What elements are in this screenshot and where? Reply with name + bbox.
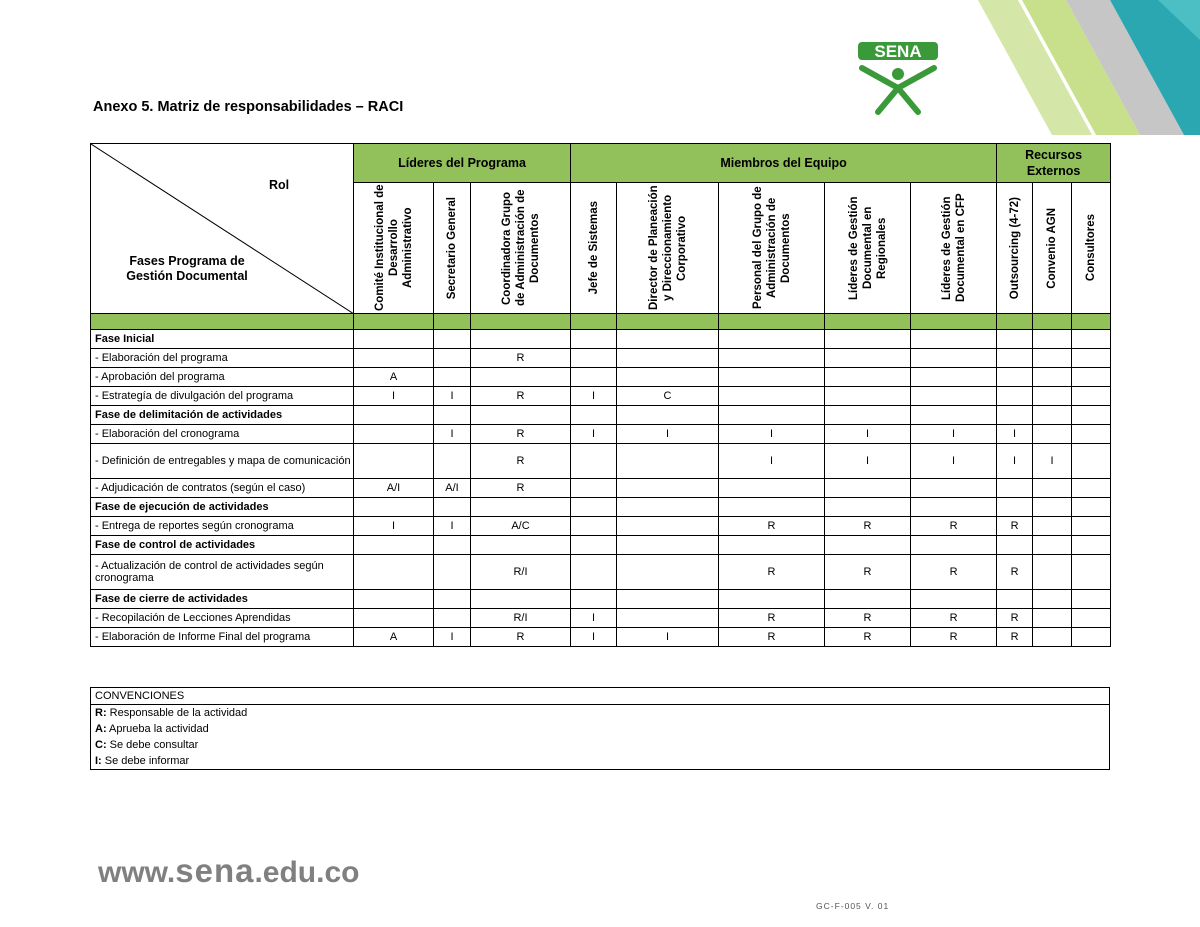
raci-cell (1072, 590, 1111, 609)
column-header-label: Líderes de Gestión Documental en CFP (940, 193, 967, 303)
corner-role-label: Rol (269, 178, 290, 192)
raci-cell (825, 387, 911, 406)
raci-cell: R (997, 628, 1033, 647)
raci-cell (617, 479, 719, 498)
spacer-cell (354, 314, 434, 330)
raci-cell (825, 349, 911, 368)
group-header-miembros: Miembros del Equipo (571, 144, 997, 183)
raci-cell (1033, 536, 1072, 555)
raci-cell: R (911, 555, 997, 590)
convention-item (91, 721, 1110, 737)
logo-text: SENA (874, 42, 922, 61)
raci-cell: R (719, 555, 825, 590)
sena-logo-icon (848, 30, 948, 115)
column-header-label: Coordinadora Grupo de Administración de Documentos (500, 189, 541, 307)
convention-text: Se debe informar (101, 755, 190, 767)
raci-cell (1033, 368, 1072, 387)
matrix-corner-cell (91, 144, 354, 314)
activity-label: - Aprobación del programa (91, 368, 354, 387)
raci-cell (571, 517, 617, 536)
raci-cell: R (911, 609, 997, 628)
raci-cell: I (354, 387, 434, 406)
phase-row (91, 536, 1111, 555)
spacer-row (91, 314, 1111, 330)
raci-cell (434, 609, 471, 628)
raci-cell (571, 590, 617, 609)
raci-cell: I (434, 628, 471, 647)
column-header (825, 183, 911, 314)
raci-cell (997, 406, 1033, 425)
raci-cell: R (471, 349, 571, 368)
raci-cell (571, 555, 617, 590)
activity-row (91, 555, 1111, 590)
spacer-cell (571, 314, 617, 330)
raci-cell (354, 425, 434, 444)
raci-cell (1033, 349, 1072, 368)
raci-cell: R (719, 628, 825, 647)
raci-cell (434, 368, 471, 387)
raci-cell (911, 536, 997, 555)
convention-key: A: (95, 723, 107, 735)
raci-cell (354, 444, 434, 479)
raci-cell (1072, 517, 1111, 536)
raci-cell (571, 406, 617, 425)
activity-row (91, 517, 1111, 536)
convention-item (91, 737, 1110, 753)
raci-cell (1033, 628, 1072, 647)
raci-cell (911, 387, 997, 406)
raci-cell (719, 387, 825, 406)
raci-cell: I (1033, 444, 1072, 479)
phase-label: Fase de cierre de actividades (91, 590, 354, 609)
raci-cell (1033, 498, 1072, 517)
raci-cell (571, 349, 617, 368)
raci-cell (617, 536, 719, 555)
raci-cell (719, 590, 825, 609)
raci-cell (571, 368, 617, 387)
phase-label: Fase de control de actividades (91, 536, 354, 555)
raci-cell (354, 498, 434, 517)
raci-cell: A/C (471, 517, 571, 536)
raci-cell: R (997, 555, 1033, 590)
corner-diagonal-line (91, 144, 354, 314)
raci-cell (911, 479, 997, 498)
raci-cell: I (911, 425, 997, 444)
convention-item (91, 705, 1110, 722)
raci-cell (719, 479, 825, 498)
group-header-recursos: Recursos Externos (997, 144, 1111, 183)
activity-row (91, 368, 1111, 387)
activity-row (91, 444, 1111, 479)
convention-row (91, 705, 1110, 722)
column-header (617, 183, 719, 314)
activity-row (91, 628, 1111, 647)
raci-cell (471, 590, 571, 609)
activity-label: - Actualización de control de actividades según cronograma (91, 555, 354, 590)
raci-cell (997, 368, 1033, 387)
raci-cell (434, 330, 471, 349)
raci-cell: R (471, 387, 571, 406)
raci-cell: R (825, 609, 911, 628)
raci-cell (719, 349, 825, 368)
raci-cell (617, 330, 719, 349)
spacer-cell (434, 314, 471, 330)
raci-cell (825, 406, 911, 425)
raci-cell (1033, 590, 1072, 609)
convention-text: Responsable de la actividad (106, 707, 248, 719)
activity-row (91, 349, 1111, 368)
raci-cell (354, 406, 434, 425)
website-prefix: www. (98, 856, 176, 889)
raci-cell (1072, 609, 1111, 628)
raci-cell (571, 479, 617, 498)
raci-cell: I (617, 425, 719, 444)
phase-row (91, 330, 1111, 349)
column-header (354, 183, 434, 314)
raci-cell: R (825, 555, 911, 590)
raci-cell (997, 590, 1033, 609)
raci-cell: I (617, 628, 719, 647)
raci-cell (354, 609, 434, 628)
raci-cell: R (471, 479, 571, 498)
raci-cell (571, 536, 617, 555)
raci-cell (617, 609, 719, 628)
convention-row (91, 753, 1110, 770)
convention-key: I: (95, 755, 102, 767)
raci-cell: I (354, 517, 434, 536)
raci-cell (1072, 368, 1111, 387)
raci-cell (1033, 609, 1072, 628)
column-header (571, 183, 617, 314)
raci-cell: I (571, 425, 617, 444)
convention-key: R: (95, 707, 107, 719)
raci-cell: R (719, 609, 825, 628)
raci-cell (1072, 628, 1111, 647)
raci-cell (434, 555, 471, 590)
raci-matrix-table (90, 143, 1111, 647)
column-header (471, 183, 571, 314)
activity-row (91, 387, 1111, 406)
raci-cell: I (434, 517, 471, 536)
activity-label: - Recopilación de Lecciones Aprendidas (91, 609, 354, 628)
raci-cell (997, 498, 1033, 517)
website-brand: sena (175, 852, 255, 889)
raci-cell (997, 536, 1033, 555)
raci-cell (719, 498, 825, 517)
raci-cell (719, 406, 825, 425)
raci-cell (617, 517, 719, 536)
raci-cell (1072, 536, 1111, 555)
raci-cell: I (434, 387, 471, 406)
spacer-cell (719, 314, 825, 330)
raci-cell (1033, 555, 1072, 590)
raci-cell (1033, 406, 1072, 425)
raci-cell (471, 498, 571, 517)
column-header (997, 183, 1033, 314)
convention-text: Aprueba la actividad (106, 723, 209, 735)
raci-cell: I (719, 444, 825, 479)
raci-cell (911, 498, 997, 517)
raci-cell (434, 590, 471, 609)
raci-cell (911, 349, 997, 368)
website-suffix: .edu.co (254, 856, 360, 889)
raci-cell: R/I (471, 555, 571, 590)
raci-cell: A (354, 368, 434, 387)
raci-cell: I (825, 444, 911, 479)
activity-label: - Estrategía de divulgación del programa (91, 387, 354, 406)
column-header-label: Convenio AGN (1046, 207, 1059, 289)
raci-cell (1072, 349, 1111, 368)
raci-cell (617, 498, 719, 517)
raci-cell: R/I (471, 609, 571, 628)
activity-row (91, 425, 1111, 444)
raci-cell (911, 590, 997, 609)
document-code: GC-F-005 V. 01 (816, 901, 890, 911)
raci-cell (825, 330, 911, 349)
raci-cell (354, 536, 434, 555)
phase-label: Fase de ejecución de actividades (91, 498, 354, 517)
website-url (98, 852, 359, 890)
raci-cell (997, 479, 1033, 498)
raci-cell (354, 330, 434, 349)
conventions-box (90, 687, 1110, 770)
raci-cell (354, 349, 434, 368)
raci-cell (719, 368, 825, 387)
raci-cell (719, 330, 825, 349)
column-header (719, 183, 825, 314)
activity-label: - Elaboración del cronograma (91, 425, 354, 444)
raci-cell: I (719, 425, 825, 444)
spacer-cell (997, 314, 1033, 330)
activity-row (91, 479, 1111, 498)
raci-cell: I (571, 387, 617, 406)
raci-cell (434, 498, 471, 517)
raci-cell (1033, 425, 1072, 444)
group-header-lideres: Líderes del Programa (354, 144, 571, 183)
raci-cell (617, 368, 719, 387)
conventions-title: CONVENCIONES (91, 688, 1110, 705)
page-title: Anexo 5. Matriz de responsabilidades – RACI (93, 99, 404, 115)
raci-cell: I (911, 444, 997, 479)
raci-cell (1072, 555, 1111, 590)
raci-cell: R (825, 628, 911, 647)
phase-row (91, 590, 1111, 609)
activity-label: - Adjudicación de contratos (según el caso) (91, 479, 354, 498)
raci-cell (1072, 387, 1111, 406)
raci-cell (1072, 425, 1111, 444)
raci-cell: R (997, 609, 1033, 628)
raci-cell (471, 330, 571, 349)
raci-cell: I (997, 444, 1033, 479)
phase-row (91, 406, 1111, 425)
raci-cell (1072, 498, 1111, 517)
raci-cell: R (911, 517, 997, 536)
spacer-cell (617, 314, 719, 330)
convention-item (91, 753, 1110, 770)
raci-cell: I (825, 425, 911, 444)
raci-cell (1033, 517, 1072, 536)
convention-row (91, 737, 1110, 753)
column-header-label: Personal del Grupo de Administración de Documentos (751, 186, 792, 310)
raci-cell (1072, 479, 1111, 498)
raci-cell (617, 349, 719, 368)
raci-cell (1072, 406, 1111, 425)
raci-cell (571, 444, 617, 479)
raci-cell (617, 555, 719, 590)
raci-cell (434, 349, 471, 368)
raci-cell: R (471, 425, 571, 444)
spacer-cell (911, 314, 997, 330)
raci-cell (911, 330, 997, 349)
raci-cell (617, 590, 719, 609)
raci-cell (911, 406, 997, 425)
convention-key: C: (95, 739, 107, 751)
raci-cell: R (997, 517, 1033, 536)
raci-cell: R (825, 517, 911, 536)
raci-cell (719, 536, 825, 555)
column-header (434, 183, 471, 314)
raci-cell (997, 330, 1033, 349)
activity-label: - Elaboración de Informe Final del programa (91, 628, 354, 647)
raci-cell (1072, 330, 1111, 349)
raci-cell (471, 368, 571, 387)
raci-cell (1072, 444, 1111, 479)
sena-logo (848, 30, 948, 115)
raci-cell: I (571, 628, 617, 647)
raci-cell (1033, 330, 1072, 349)
raci-cell: C (617, 387, 719, 406)
column-header (1072, 183, 1111, 314)
spacer-cell (91, 314, 354, 330)
raci-cell: R (911, 628, 997, 647)
spacer-cell (1033, 314, 1072, 330)
column-header (1033, 183, 1072, 314)
activity-row (91, 609, 1111, 628)
raci-cell (1033, 387, 1072, 406)
raci-cell (617, 406, 719, 425)
raci-cell (434, 536, 471, 555)
raci-cell (825, 498, 911, 517)
raci-cell (471, 406, 571, 425)
corner-stripes-decoration (970, 0, 1200, 135)
spacer-cell (471, 314, 571, 330)
column-header (911, 183, 997, 314)
activity-label: - Entrega de reportes según cronograma (91, 517, 354, 536)
raci-cell (997, 349, 1033, 368)
raci-cell: A/I (434, 479, 471, 498)
raci-cell (354, 555, 434, 590)
spacer-cell (825, 314, 911, 330)
raci-cell (825, 536, 911, 555)
column-header-label: Jefe de Sistemas (587, 201, 600, 295)
column-header-label: Secretario General (446, 196, 458, 300)
raci-cell (617, 444, 719, 479)
phase-row (91, 498, 1111, 517)
activity-label: - Definición de entregables y mapa de comunicación (91, 444, 354, 479)
raci-cell (471, 536, 571, 555)
raci-cell (911, 368, 997, 387)
column-header-label: Outsourcing (4-72) (1008, 196, 1021, 300)
raci-cell (825, 368, 911, 387)
activity-label: - Elaboración del programa (91, 349, 354, 368)
raci-cell (1033, 479, 1072, 498)
raci-cell (434, 444, 471, 479)
phase-label: Fase de delimitación de actividades (91, 406, 354, 425)
phase-label: Fase Inicial (91, 330, 354, 349)
raci-cell: R (719, 517, 825, 536)
raci-cell: R (471, 444, 571, 479)
convention-row (91, 721, 1110, 737)
raci-cell (571, 330, 617, 349)
corner-phases-label: Fases Programa de Gestión Documental (126, 254, 248, 283)
raci-cell: I (571, 609, 617, 628)
convention-text: Se debe consultar (106, 739, 199, 751)
column-header-label: Director de Planeación y Direccionamiento Corporativo (647, 185, 688, 311)
raci-cell (354, 590, 434, 609)
raci-cell (434, 406, 471, 425)
raci-cell (571, 498, 617, 517)
spacer-cell (1072, 314, 1111, 330)
column-header-label: Consultores (1085, 214, 1098, 282)
raci-cell (825, 479, 911, 498)
raci-cell: A (354, 628, 434, 647)
raci-cell: A/I (354, 479, 434, 498)
column-header-label: Comité Institucional de Desarrollo Administrativo (373, 184, 414, 312)
raci-cell (997, 387, 1033, 406)
raci-cell: R (471, 628, 571, 647)
raci-cell (825, 590, 911, 609)
column-header-label: Líderes de Gestión Documental en Regionales (847, 196, 888, 300)
raci-cell: I (434, 425, 471, 444)
raci-cell: I (997, 425, 1033, 444)
